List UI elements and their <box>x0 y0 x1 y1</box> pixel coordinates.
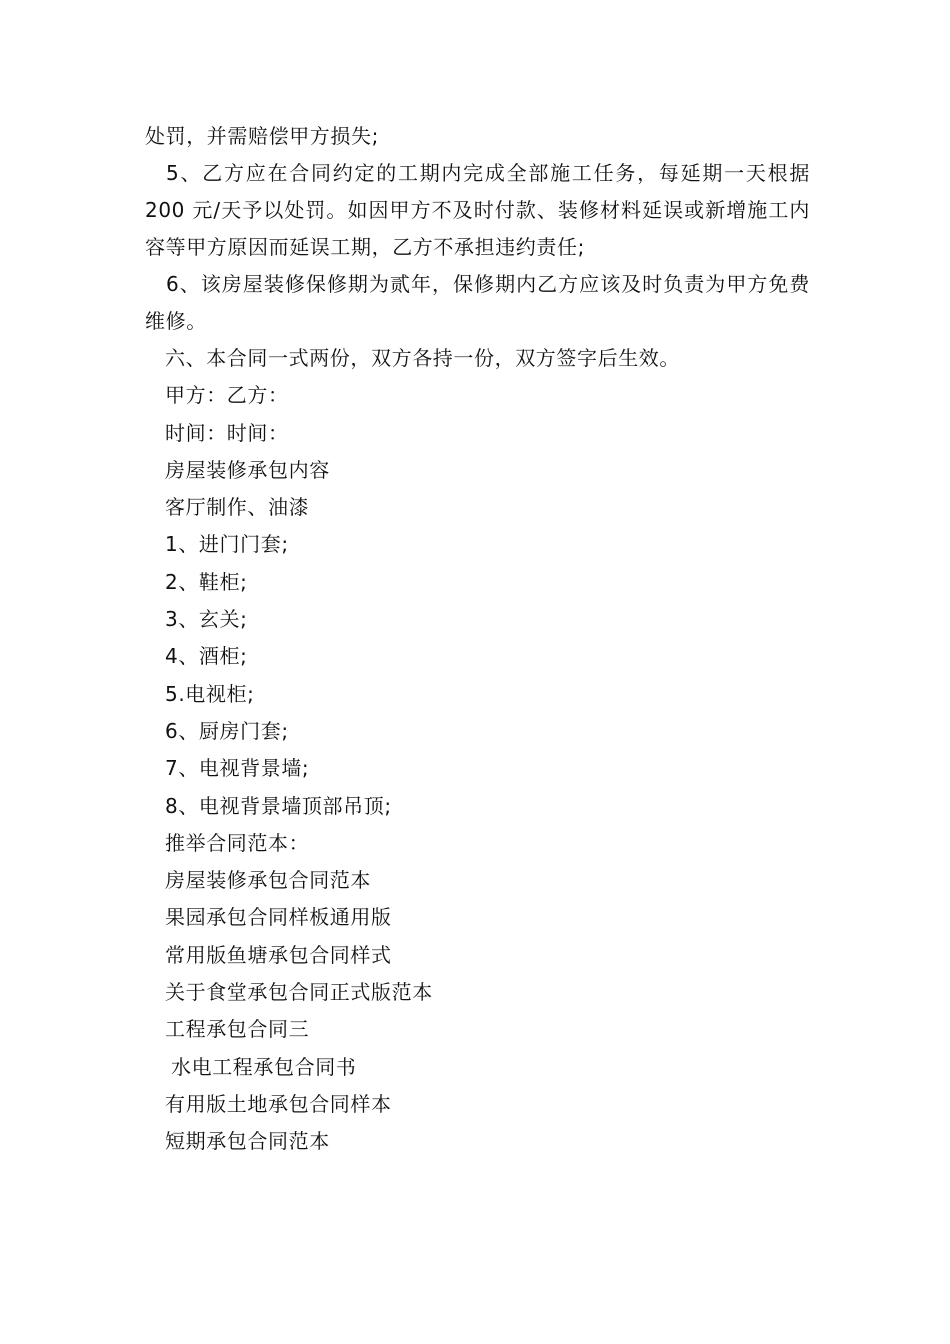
paragraph-clause-5: 5、乙方应在合同约定的工期内完成全部施工任务，每延期一天根据 200 元/天予以处罚。如因甲方不及时付款、装修材料延误或新增施工内容等甲方原因而延误工期，乙方不承担违约责任; <box>145 161 810 259</box>
section-heading-contents: 房屋装修承包内容 <box>165 457 330 482</box>
list-item: 1、进门门套; <box>165 532 289 557</box>
recommended-item: 有用版土地承包合同样本 <box>165 1091 392 1116</box>
paragraph-clause-6: 6、该房屋装修保修期为贰年，保修期内乙方应该及时负责为甲方免费维修。 <box>145 272 810 333</box>
signature-parties-line: 甲方：乙方： <box>165 383 289 408</box>
list-item: 4、酒柜; <box>165 644 248 669</box>
list-item: 5.电视柜; <box>165 681 255 706</box>
recommended-item: 常用版鱼塘承包合同样式 <box>165 942 392 967</box>
signature-date-line: 时间：时间： <box>165 420 289 445</box>
recommended-heading: 推举合同范本： <box>165 830 310 855</box>
contract-copies-line: 六、本合同一式两份，双方各持一份，双方签字后生效。 <box>165 346 680 370</box>
subheading-living-room: 客厅制作、油漆 <box>165 495 310 520</box>
recommended-item: 果园承包合同样板通用版 <box>165 905 392 930</box>
list-item: 7、电视背景墙; <box>165 756 310 781</box>
paragraph-penalty-continuation: 处罚，并需赔偿甲方损失; <box>145 124 379 148</box>
recommended-item: 工程承包合同三 <box>165 1017 310 1042</box>
list-item: 2、鞋柜; <box>165 569 248 594</box>
list-item: 8、电视背景墙顶部吊顶; <box>165 793 392 818</box>
document-body <box>145 118 810 1161</box>
recommended-item: 水电工程承包合同书 <box>171 1054 357 1079</box>
recommended-item: 关于食堂承包合同正式版范本 <box>165 980 433 1005</box>
recommended-item: 房屋装修承包合同范本 <box>165 868 371 893</box>
list-item: 3、玄关; <box>165 607 248 632</box>
recommended-item: 短期承包合同范本 <box>165 1129 330 1154</box>
list-item: 6、厨房门套; <box>165 718 289 743</box>
